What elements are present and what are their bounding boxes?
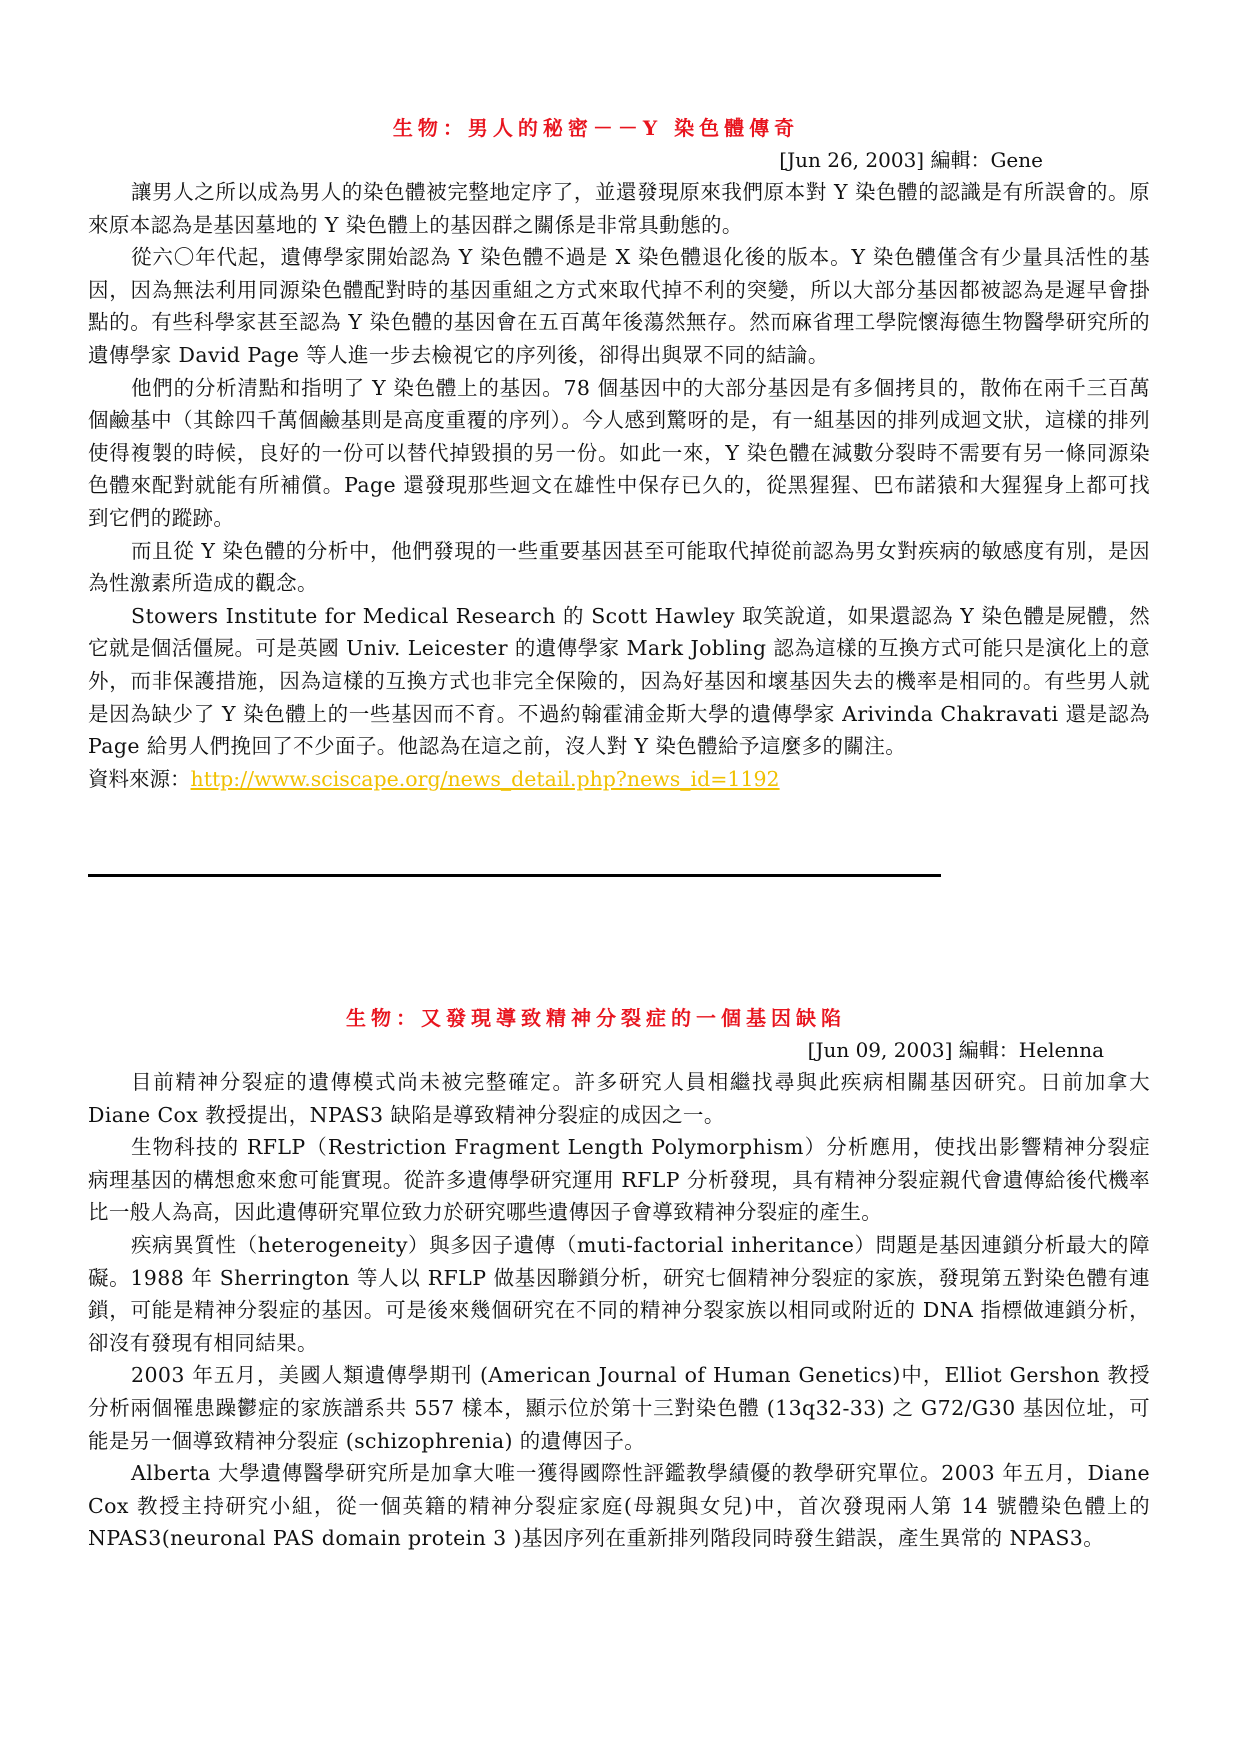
section-divider bbox=[88, 874, 941, 877]
article-schizophrenia-gene bbox=[88, 1002, 1150, 1555]
article-paragraph: Alberta 大學遺傳醫學研究所是加拿大唯一獲得國際性評鑑教學績優的教學研究單位。2003 年五月，Diane Cox 教授主持研究小組，從一個英籍的精神分裂症家庭(母親與女兒)中，首次發現兩人第 14 號體染色體上的 NPAS3(neuronal PAS domain protein 3 )基因序列在重新排列階段同時發生錯誤，產生異常的 NPAS3。 bbox=[88, 1461, 1150, 1551]
source-label: 資料來源： bbox=[88, 766, 191, 791]
article-paragraph: Stowers Institute for Medical Research 的 Scott Hawley 取笑說道，如果還認為 Y 染色體是屍體，然它就是個活僵屍。可是英國 Univ. Leicester 的遺傳學家 Mark Jobling 認為這樣的互換方式可能只是演化上的意外，而非保護措施，因為這樣的互換方式也非完全保險的，因為好基因和壞基因失去的機率是相同的。有些男人就是因為缺少了 Y 染色體上的一些基因而不育。不過約翰霍浦金斯大學的遺傳學家 Arivinda Chakravati 還是認為 Page 給男人們挽回了不少面子。他認為在這之前，沒人對 Y 染色體給予這麼多的關注。 bbox=[88, 603, 1150, 759]
article-title: 生物：又發現導致精神分裂症的一個基因缺陷 bbox=[346, 1006, 846, 1030]
source-link[interactable]: http://www.sciscape.org/news_detail.php?news_id=1192 bbox=[190, 766, 780, 791]
article-paragraph: 目前精神分裂症的遺傳模式尚未被完整確定。許多研究人員相繼找尋與此疾病相關基因研究。日前加拿大 Diane Cox 教授提出，NPAS3 缺陷是導致精神分裂症的成因之一。 bbox=[88, 1070, 1150, 1127]
article-paragraph: 疾病異質性（heterogeneity）與多因子遺傳（muti-factorial inheritance）問題是基因連鎖分析最大的障礙。1988 年 Sherrington 等人以 RFLP 做基因聯鎖分析，研究七個精神分裂症的家族，發現第五對染色體有連鎖，可能是精神分裂症的基因。可是後來幾個研究在不同的精神分裂家族以相同或附近的 DNA 指標做連鎖分析，卻沒有發現有相同結果。 bbox=[88, 1232, 1150, 1355]
article-paragraph: 生物科技的 RFLP（Restriction Fragment Length Polymorphism）分析應用，使找出影響精神分裂症病理基因的構想愈來愈可能實現。從許多遺傳學研究運用 RFLP 分析發現，具有精神分裂症親代會遺傳給後代機率比一般人為高，因此遺傳研究單位致力於研究哪些遺傳因子會導致精神分裂症的產生。 bbox=[88, 1135, 1150, 1225]
article-byline: [Jun 09, 2003] 編輯：Helenna bbox=[807, 1038, 1104, 1062]
article-paragraph: 2003 年五月，美國人類遺傳學期刊 (American Journal of Human Genetics)中，Elliot Gershon 教授分析兩個罹患躁鬱症的家族譜系共 557 樣本，顯示位於第十三對染色體 (13q32-33) 之 G72/G30 基因位址，可能是另一個導致精神分裂症 (schizophrenia) 的遺傳因子。 bbox=[88, 1363, 1150, 1453]
article-paragraph: 而且從 Y 染色體的分析中，他們發現的一些重要基因甚至可能取代掉從前認為男女對疾病的敏感度有別，是因為性激素所造成的觀念。 bbox=[88, 538, 1150, 596]
article-y-chromosome bbox=[88, 112, 1150, 795]
source-line bbox=[88, 763, 1150, 796]
article-paragraph: 讓男人之所以成為男人的染色體被完整地定序了，並還發現原來我們原本對 Y 染色體的認識是有所誤會的。原來原本認為是基因墓地的 Y 染色體上的基因群之關係是非常具動態的。 bbox=[88, 180, 1150, 237]
article-title: 生物：男人的秘密－－Y 染色體傳奇 bbox=[392, 116, 800, 140]
article-paragraph: 他們的分析清點和指明了 Y 染色體上的基因。78 個基因中的大部分基因是有多個拷貝的，散佈在兩千三百萬個鹼基中（其餘四千萬個鹼基則是高度重覆的序列）。今人感到驚呀的是，有一組基因的排列成迴文狀，這樣的排列使得複製的時候，良好的一份可以替代掉毀損的另一份。如此一來，Y 染色體在減數分裂時不需要有另一條同源染色體來配對就能有所補償。Page 還發現那些迴文在雄性中保存已久的，從黑猩猩、巴布諾猿和大猩猩身上都可找到它們的蹤跡。 bbox=[88, 375, 1150, 530]
article-byline: [Jun 26, 2003] 編輯：Gene bbox=[779, 148, 1043, 172]
article-paragraph: 從六〇年代起，遺傳學家開始認為 Y 染色體不過是 X 染色體退化後的版本。Y 染色體僅含有少量具活性的基因，因為無法利用同源染色體配對時的基因重組之方式來取代掉不利的突變，所以大部分基因都被認為是遲早會掛點的。有些科學家甚至認為 Y 染色體的基因會在五百萬年後蕩然無存。然而麻省理工學院懷海德生物醫學研究所的遺傳學家 David Page 等人進一步去檢視它的序列後，卻得出與眾不同的結論。 bbox=[88, 245, 1150, 367]
